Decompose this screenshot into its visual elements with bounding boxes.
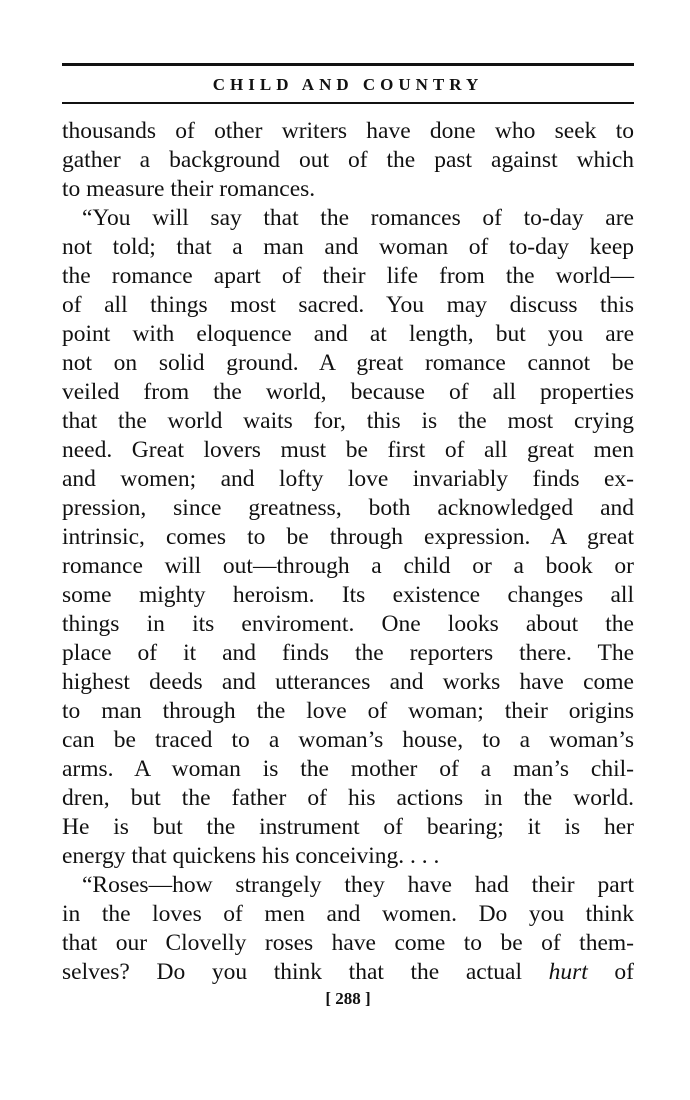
text-line: to man through the love of woman; their origins [62, 698, 634, 724]
text-line: energy that quickens his conceiving. . . . [62, 843, 440, 869]
text-line: arms. A woman is the mother of a man’s chil- [62, 756, 634, 782]
text-line: highest deeds and utterances and works have come [62, 669, 634, 695]
text-line: not on solid ground. A great romance cannot be [62, 350, 634, 376]
text-line: the romance apart of their life from the world— [62, 263, 634, 289]
header-rule-top [62, 63, 634, 66]
text-line: “You will say that the romances of to-day are [82, 205, 634, 231]
text-line: need. Great lovers must be first of all great men [62, 437, 634, 463]
text-line: place of it and finds the reporters there. The [62, 640, 634, 666]
emphasis-hurt: hurt [548, 959, 588, 985]
text-line: He is but the instrument of bearing; it is her [62, 814, 634, 840]
text-line: to measure their romances. [62, 176, 316, 202]
text-line: that the world waits for, this is the most crying [62, 408, 634, 434]
text-line: things in its enviroment. One looks about the [62, 611, 634, 637]
running-header: CHILD AND COUNTRY [212, 75, 484, 94]
text-line: point with eloquence and at length, but you are [62, 321, 634, 347]
text-line: that our Clovelly roses have come to be of them- [62, 930, 634, 956]
text-line: in the loves of men and women. Do you think [62, 901, 634, 927]
text-line: intrinsic, comes to be through expression. A great [62, 524, 634, 550]
text-line: dren, but the father of his actions in the world. [62, 785, 634, 811]
text-line: “Roses—how strangely they have had their part [82, 872, 634, 898]
page-number: [ 288 ] [325, 989, 371, 1008]
text-line: of all things most sacred. You may discuss this [62, 292, 634, 318]
text-line: not told; that a man and woman of to-day keep [62, 234, 634, 260]
text-line: and women; and lofty love invariably finds ex- [62, 466, 634, 492]
text-line: thousands of other writers have done who seek to [62, 118, 634, 144]
text-line: selves? Do you think that the actual hurt of [62, 959, 635, 985]
text-line: veiled from the world, because of all properties [62, 379, 634, 405]
text-line: some mighty heroism. Its existence changes all [62, 582, 634, 608]
text-line: gather a background out of the past against which [62, 147, 634, 173]
text-line: can be traced to a woman’s house, to a woman’s [62, 727, 634, 753]
text-line: romance will out—through a child or a book or [62, 553, 634, 579]
header-rule-bottom [62, 102, 634, 104]
text-line: pression, since greatness, both acknowledged and [62, 495, 634, 521]
